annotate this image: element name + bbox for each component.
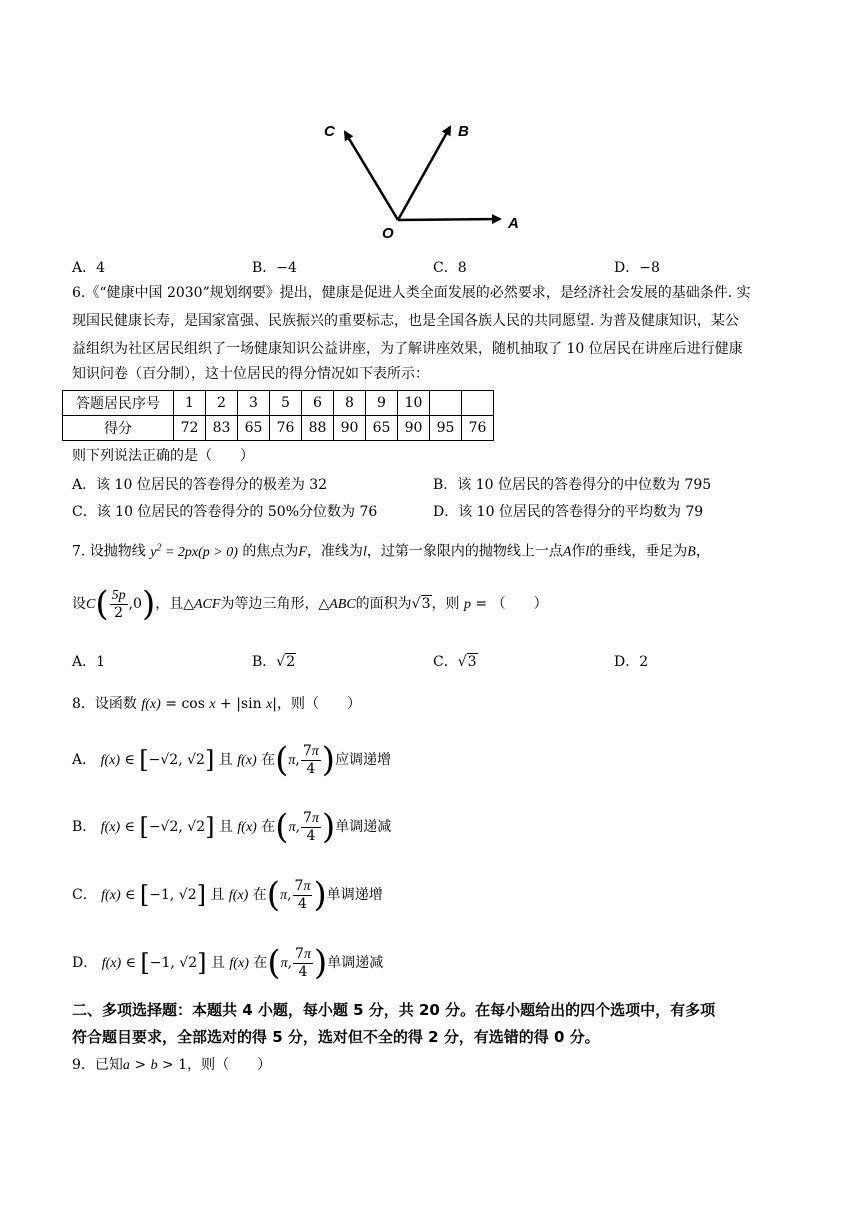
q6-option-b[interactable]: B．该 10 位居民的答卷得分的中位数为 795 [433,477,712,493]
q5-option-c[interactable]: C．8 [433,260,467,276]
q7-focus: F [298,544,307,560]
label-b: B [458,123,469,140]
q8-stem: 8．设函数 f(x) = cos x + |sin x|，则（ ） [72,696,361,712]
q8-prefix: 8．设函数 [72,696,137,712]
score-table [62,390,494,441]
q5-option-d[interactable]: D．−8 [614,260,660,276]
q7-t6: ， [695,543,710,560]
table-cell: 65 [238,416,270,441]
q7-line2-mid: ，且 [155,596,184,612]
q7-prefix: 7. 设抛物线 [72,543,146,560]
q7-triangle-abc: △ABC [318,597,356,612]
table-cell: 10 [398,391,430,416]
table-header-cell: 答题居民序号 [63,391,174,416]
q6-line-4: 知识问卷（百分制），这十位居民的得分情况如下表所示： [72,366,429,382]
q7-directrix: l [362,544,367,560]
q8-option-c[interactable]: C． f(x) ∈ [−1, √2] 且 f(x) 在(π, $\frac{7\pi}{4}$ )单调递增 [72,875,383,915]
q7-point-b: B [687,544,696,560]
table-cell: 5 [270,391,302,416]
table-cell: 9 [366,391,398,416]
q8-function: f(x) [141,697,161,712]
label-o: O [382,225,394,242]
table-cell: 8 [334,391,366,416]
q7-fraction-5p-2: $\frac{5p}{2}$ [111,587,126,621]
q7-option-b[interactable]: B．√2 [252,654,296,670]
q6-line-3: 益组织为社区居民组织了一场健康知识公益讲座，为了解讲座效果，随机抽取了 10 位居民在讲座后进行健康 [72,341,743,357]
table-cell: 83 [206,416,238,441]
q7-option-c[interactable]: C．√3 [433,654,477,670]
table-header-cell: 得分 [63,416,174,441]
table-cell: 6 [302,391,334,416]
vector-figure [300,110,540,245]
q7-line2-mid2: 为等边三角形， [220,596,319,612]
q7-line-l: l [585,544,590,560]
q7-line2-end: ，则 [431,596,460,612]
q6-option-a[interactable]: A．该 10 位居民的答卷得分的极差为 32 [72,477,328,493]
q9-stem: 9．已知a > b > 1，则（ ） [72,1057,272,1073]
q7-line2-tail: （ ） [491,596,548,612]
q7-option-a[interactable]: A．1 [72,654,106,670]
table-cell [430,391,462,416]
q7-point-a: A [562,544,572,560]
q7-t4: 作 [571,543,586,560]
q7-t1: 的焦点为 [242,543,299,560]
q6-line-1: 6.《“健康中国 2030”规划纲要》提出，健康是促进人类全面发展的必然要求，是经济社会发展的基础条件. 实 [72,285,751,301]
table-cell: 1 [174,391,206,416]
q7-line2-prefix: 设 [72,596,86,612]
q7-t5: 的垂线，垂足为 [589,543,688,560]
table-cell: 90 [398,416,430,441]
q8-option-d[interactable]: D． f(x) ∈ [−1, √2] 且 f(x) 在(π, $\frac{7\pi}{4}$ )单调递减 [72,943,384,983]
table-cell: 76 [462,416,494,441]
table-cell: 76 [270,416,302,441]
q5-option-a[interactable]: A．4 [72,260,106,276]
vector-ob [398,127,450,220]
table-row [63,416,494,441]
q7-line-1 [72,538,710,563]
label-a: A [508,215,519,232]
q7-triangle-acf: △ACF [183,597,221,612]
q8-option-a[interactable]: A． f(x) ∈ [−√2, √2] 且 f(x) 在(π, $\frac{7\pi}{4}$ )应调递增 [72,740,392,780]
table-cell: 88 [302,416,334,441]
q7-line2-mid3: 的面积为 [355,596,412,612]
q6-option-d[interactable]: D．该 10 位居民的答卷得分的平均数为 79 [433,504,704,520]
table-cell: 72 [174,416,206,441]
q7-parabola: $y^2 = 2px(p > 0)$ [150,542,238,560]
table-cell: 3 [238,391,270,416]
vector-oc [345,132,398,220]
label-c: C [324,123,335,140]
q8-suffix: ，则（ ） [277,696,361,712]
table-cell: 95 [430,416,462,441]
q7-option-d[interactable]: D．2 [614,654,649,670]
table-cell: 65 [366,416,398,441]
q6-question: 则下列说法正确的是（ ） [72,448,254,464]
table-cell: 90 [334,416,366,441]
table-row [63,391,494,416]
q7-t3: ，过第一象限内的抛物线上一点 [366,543,563,560]
q7-t2: ，准线为 [306,543,363,560]
q7-line-2: 设C( $\frac{5p}{2}$ ,0)，且△ACF为等边三角形，△ABC的面积为√3，则 p = （ ） [72,584,548,624]
q6-option-c[interactable]: C．该 10 位居民的答卷得分的 50%分位数为 76 [72,504,378,520]
q8-option-b[interactable]: B． f(x) ∈ [−√2, √2] 且 f(x) 在(π, $\frac{7\pi}{4}$ )单调递减 [72,807,392,847]
table-cell: 2 [206,391,238,416]
vector-oa [398,219,500,220]
q7-point-c: C [86,597,96,612]
section2-heading-line-1: 二、多项选择题：本题共 4 小题，每小题 5 分，共 20 分。在每小题给出的四个选项中，有多项 [72,1001,716,1019]
q6-line-2: 现国民健康长寿，是国家富强、民族振兴的重要标志，也是全国各族人民的共同愿望. 为普及健康知识，某公 [72,313,739,329]
q5-option-b[interactable]: B．−4 [252,260,297,276]
section2-heading-line-2: 符合题目要求，全部选对的得 5 分，选对但不全的得 2 分，有选错的得 0 分。 [72,1028,600,1046]
table-cell [462,391,494,416]
